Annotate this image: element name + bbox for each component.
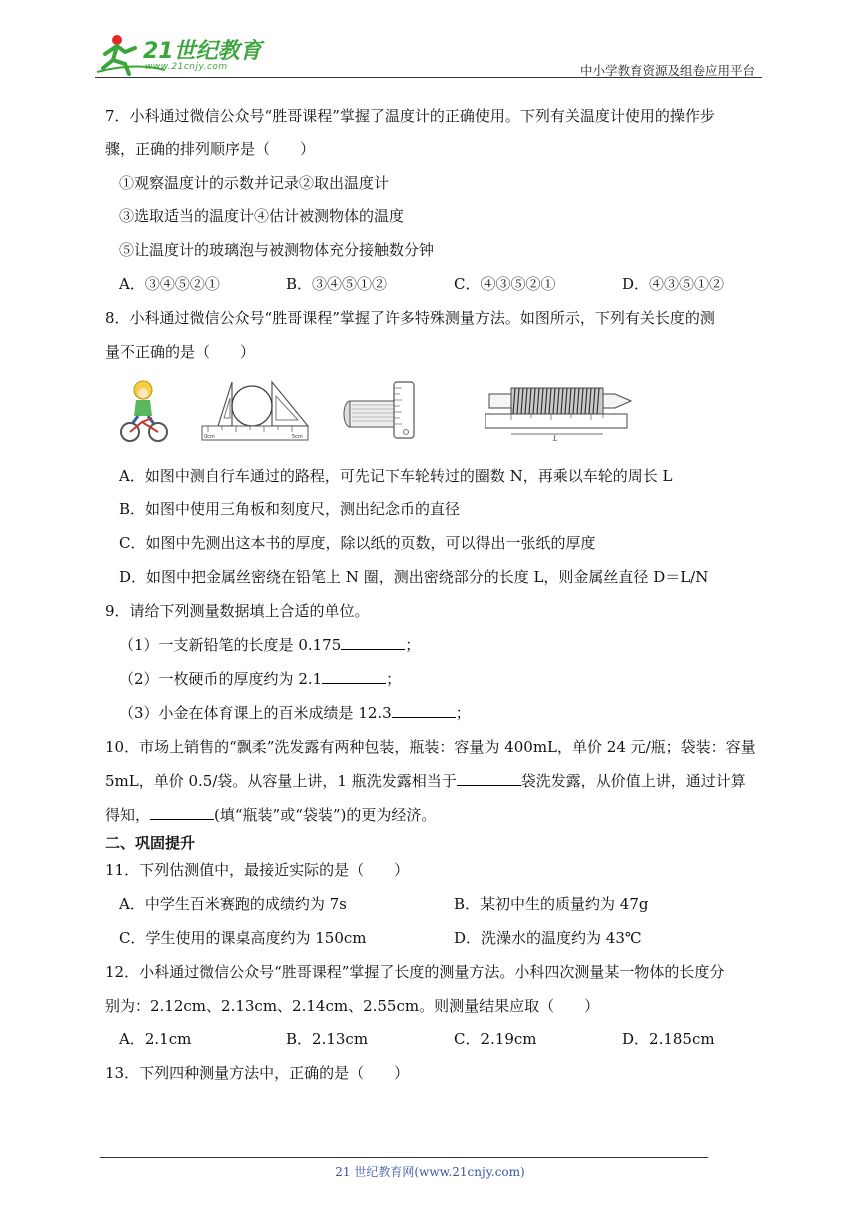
- coil-pencil-figure: [485, 380, 635, 442]
- q12-stem-line2: 别为：2.12cm、2.13cm、2.14cm、2.55cm。则测量结果应取（ ）: [105, 997, 600, 1015]
- section-title: 二、巩固提升: [105, 834, 196, 852]
- triangle-coin-ruler-figure: [198, 378, 313, 444]
- q11-option-a: A．中学生百米赛跑的成绩约为 7s: [119, 895, 347, 913]
- q10-line3-a: 得知，: [105, 806, 151, 824]
- site-logo: [95, 32, 265, 77]
- q9-part2-end: ；: [386, 670, 402, 688]
- footer-link[interactable]: 21 世纪教育网(www.21cnjy.com): [335, 1165, 525, 1179]
- q9-part1-blank[interactable]: [341, 635, 405, 650]
- q10-line3: [105, 805, 436, 825]
- q13-stem: 13．下列四种测量方法中，正确的是（ ）: [105, 1064, 410, 1082]
- q9-part3: [119, 703, 471, 723]
- q7-item2: ③选取适当的温度计④估计被测物体的温度: [119, 207, 405, 225]
- q9-stem: 9．请给下列测量数据填上合适的单位。: [105, 602, 370, 620]
- q9-part1: [119, 635, 420, 655]
- q8-option-a: A．如图中测自行车通过的路程，可先记下车轮转过的圈数 N，再乘以车轮的周长 L: [119, 467, 673, 485]
- ruler-zero-label: 0cm: [204, 434, 215, 440]
- q10-line2-b: 袋洗发露，从价值上讲，通过计算: [520, 772, 746, 790]
- q11-stem: 11．下列估测值中，最接近实际的是（ ）: [105, 861, 410, 879]
- q8-option-c: C．如图中先测出这本书的厚度，除以纸的页数，可以得出一张纸的厚度: [119, 534, 596, 552]
- q7-stem-line1: 7．小科通过微信公众号“胜哥课程”掌握了温度计的正确使用。下列有关温度计使用的操作步: [105, 107, 715, 125]
- q7-option-c: C．④③⑤②①: [454, 275, 556, 293]
- q10-line1: 10．市场上销售的“飘柔”洗发露有两种包装，瓶装：容量为 400mL，单价 24 元/瓶；袋装：容量: [105, 738, 756, 756]
- q10-blank2[interactable]: [150, 805, 214, 820]
- logo-sub-text: www.21cnjy.com: [145, 62, 228, 72]
- q12-option-b: B．2.13cm: [286, 1030, 369, 1048]
- q7-stem-line2: 骤，正确的排列顺序是（ ）: [105, 140, 316, 158]
- q12-option-a: A．2.1cm: [119, 1030, 192, 1048]
- q9-part1-end: ；: [405, 636, 421, 654]
- q7-option-a: A．③④⑤②①: [119, 275, 220, 293]
- q7-item3: ⑤让温度计的玻璃泡与被测物体充分接触数分钟: [119, 241, 435, 259]
- footer-divider: [100, 1157, 708, 1158]
- q8-option-d: D．如图中把金属丝密绕在铅笔上 N 圈，测出密绕部分的长度 L，则金属丝直径 D＝L/N: [119, 568, 709, 586]
- q9-part3-end: ；: [455, 704, 471, 722]
- q7-item1: ①观察温度计的示数并记录②取出温度计: [119, 174, 390, 192]
- q8-stem-line1: 8．小科通过微信公众号“胜哥课程”掌握了许多特殊测量方法。如图所示，下列有关长度的测: [105, 309, 715, 327]
- q11-option-b: B．某初中生的质量约为 47g: [454, 895, 649, 913]
- book-ruler-figure: [340, 380, 420, 442]
- q9-part3-text: （3）小金在体育课上的百米成绩是 12.3: [119, 704, 392, 722]
- q11-option-c: C．学生使用的课桌高度约为 150cm: [119, 929, 367, 947]
- q8-stem-line2: 量不正确的是（ ）: [105, 343, 256, 361]
- q9-part2: [119, 669, 401, 689]
- logo-main-text: 21世纪教育: [143, 39, 262, 64]
- q8-option-b: B．如图中使用三角板和刻度尺，测出纪念币的直径: [119, 500, 461, 518]
- q7-option-b: B．③④⑤①②: [286, 275, 388, 293]
- q9-part1-text: （1）一支新铅笔的长度是 0.175: [119, 636, 342, 654]
- header-divider: [95, 77, 762, 78]
- q10-line3-b: (填“瓶装”或“袋装”)的更为经济。: [214, 806, 437, 824]
- ruler-end-label: 5cm: [292, 434, 303, 440]
- q11-option-d: D．洗澡水的温度约为 43℃: [454, 929, 642, 947]
- q9-part3-blank[interactable]: [392, 703, 456, 718]
- q12-option-c: C．2.19cm: [454, 1030, 537, 1048]
- q12-option-d: D．2.185cm: [622, 1030, 715, 1048]
- q10-line2: [105, 771, 746, 791]
- platform-label: 中小学教育资源及组卷应用平台: [579, 63, 755, 78]
- q9-part2-blank[interactable]: [322, 669, 386, 684]
- q9-part2-text: （2）一枚硬币的厚度约为 2.1: [119, 670, 323, 688]
- q10-line2-a: 5mL，单价 0.5/袋。从容量上讲，1 瓶洗发露相当于: [105, 772, 457, 790]
- coil-length-label: L: [553, 435, 558, 442]
- q7-option-d: D．④③⑤①②: [622, 275, 725, 293]
- bicycle-figure-icon: [118, 378, 170, 444]
- q10-blank1[interactable]: [457, 771, 521, 786]
- q12-stem-line1: 12．小科通过微信公众号“胜哥课程”掌握了长度的测量方法。小科四次测量某一物体的长度分: [105, 963, 725, 981]
